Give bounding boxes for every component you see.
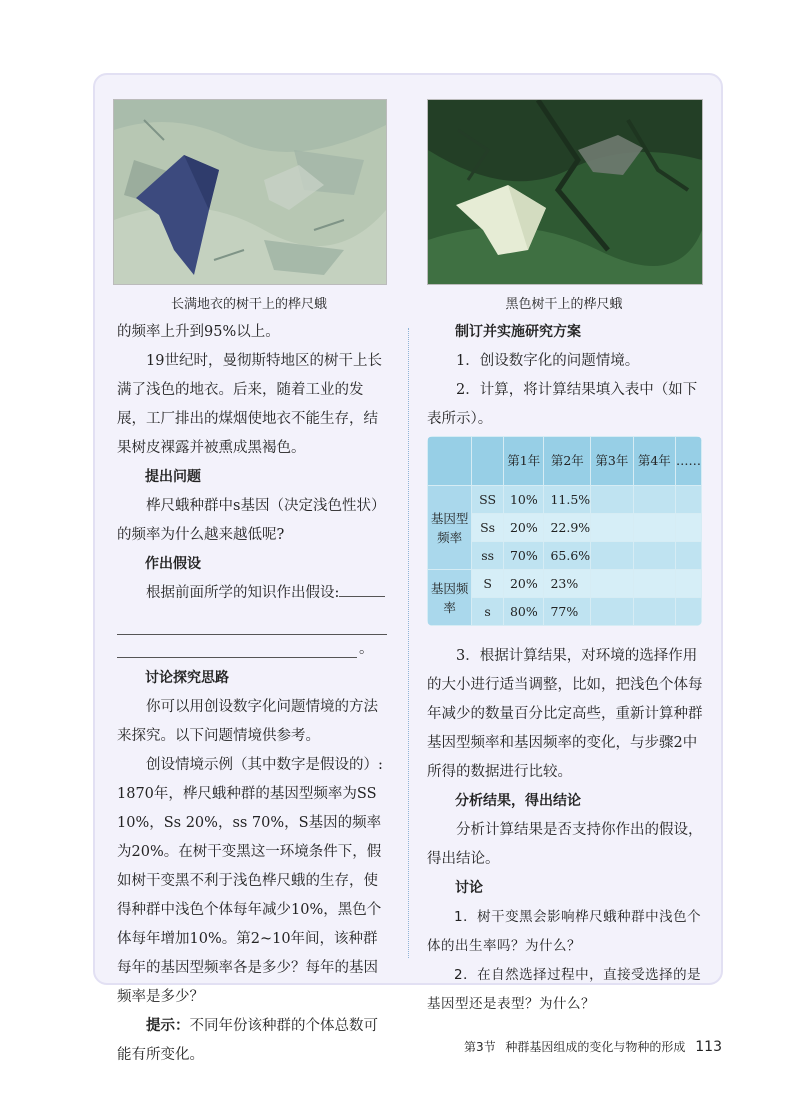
photo-lichen-trunk	[113, 99, 387, 285]
end-mark: 。	[359, 641, 374, 657]
empty-cell[interactable]	[591, 598, 633, 626]
cell-value: 80%	[503, 598, 543, 626]
photo-dark-trunk	[427, 99, 703, 285]
heading-question: 提出问题	[145, 469, 201, 485]
cell-value: 20%	[503, 514, 543, 542]
empty-cell[interactable]	[591, 514, 633, 542]
empty-cell[interactable]	[633, 542, 675, 570]
cell-value: 20%	[503, 570, 543, 598]
row-key: s	[472, 598, 504, 626]
tip-label: 提示：	[146, 1018, 190, 1034]
empty-cell[interactable]	[591, 570, 633, 598]
heading-plan: 制订并实施研究方案	[455, 324, 581, 340]
empty-cell[interactable]	[633, 486, 675, 514]
row-key: Ss	[472, 514, 504, 542]
empty-cell[interactable]	[676, 598, 702, 626]
right-column-top	[427, 318, 703, 434]
row-key: ss	[472, 542, 504, 570]
paragraph: 你可以用创设数字化问题情境的方法来探究。以下问题情境供参考。	[117, 699, 378, 744]
heading-approach: 讨论探究思路	[145, 670, 229, 686]
row-key: S	[472, 570, 504, 598]
hypothesis-line	[117, 579, 387, 608]
cell-value: 23%	[544, 570, 591, 598]
footer-title: 种群基因组成的变化与物种的形成	[505, 1040, 686, 1054]
column-header: 第2年	[544, 437, 591, 486]
heading-discuss: 讨论	[455, 880, 483, 896]
paragraph: 桦尺蛾种群中s基因（决定浅色性状）的频率为什么越来越低呢?	[117, 498, 386, 543]
discussion-question-1: 1．树干变黑会影响桦尺蛾种群中浅色个体的出生率吗？为什么？	[427, 909, 702, 954]
empty-cell[interactable]	[591, 542, 633, 570]
cell-value: 65.6%	[544, 542, 591, 570]
tip-paragraph	[117, 1012, 387, 1070]
paragraph: 分析计算结果是否支持你作出的假设，得出结论。	[427, 822, 703, 867]
heading-hypothesis: 作出假设	[145, 556, 201, 572]
cell-value: 77%	[544, 598, 591, 626]
column-header: ……	[676, 437, 702, 486]
answer-blank-line[interactable]	[117, 608, 387, 635]
left-photo-caption: 长满地衣的树干上的桦尺蛾	[170, 297, 327, 312]
right-photo-caption: 黑色树干上的桦尺蛾	[505, 297, 623, 312]
cell-value: 70%	[503, 542, 543, 570]
answer-blank[interactable]	[339, 582, 385, 597]
answer-blank-line[interactable]	[117, 635, 357, 658]
left-column	[117, 318, 387, 1070]
hypothesis-prompt: 根据前面所学的知识作出假设:	[146, 585, 340, 601]
footer-section: 第3节	[463, 1040, 496, 1054]
table-corner	[472, 437, 504, 486]
empty-cell[interactable]	[591, 486, 633, 514]
empty-cell[interactable]	[633, 570, 675, 598]
tip-text: 不同年份该种群的个体总数可能有所变化。	[117, 1018, 378, 1063]
column-header: 第4年	[633, 437, 675, 486]
empty-cell[interactable]	[676, 486, 702, 514]
hypothesis-end-line	[117, 635, 387, 664]
empty-cell[interactable]	[676, 542, 702, 570]
row-group-label: 基因频率	[428, 570, 472, 626]
empty-cell[interactable]	[633, 598, 675, 626]
cell-value: 22.9%	[544, 514, 591, 542]
paragraph: 的频率上升到95%以上。	[117, 324, 280, 340]
table-row	[428, 570, 702, 598]
page-footer	[464, 1038, 722, 1055]
discussion-question-2: 2．在自然选择过程中，直接受选择的是基因型还是表型？为什么？	[427, 967, 702, 1012]
table-row	[428, 486, 702, 514]
page-number: 113	[695, 1039, 722, 1055]
row-group-label: 基因型频率	[428, 486, 472, 570]
right-column-bottom	[427, 642, 703, 1019]
heading-analysis: 分析结果，得出结论	[455, 793, 581, 809]
table-corner	[428, 437, 472, 486]
column-divider	[408, 328, 409, 958]
empty-cell[interactable]	[633, 514, 675, 542]
empty-cell[interactable]	[676, 514, 702, 542]
frequency-table	[427, 436, 702, 626]
row-key: SS	[472, 486, 504, 514]
step-1: 1．创设数字化的问题情境。	[456, 353, 640, 369]
paragraph: 19世纪时，曼彻斯特地区的树干上长满了浅色的地衣。后来，随着工业的发展，工厂排出的煤烟使地衣不能生存，结果树皮裸露并被熏成黑褐色。	[117, 353, 382, 456]
paragraph-example: 创设情境示例（其中数字是假设的）: 1870年，桦尺蛾种群的基因型频率为SS 10%，Ss 20%，ss 70%，S基因的频率为20%。在树干变黑这一环境条件下，假如树干变黑不利于浅色桦尺蛾的生存，使得种群中浅色个体每年减少10%，黑色个体每年增加10%。第2~10年间，该种群每年的基因型频率各是多少？每年的基因频率是多少？	[117, 757, 383, 1005]
step-2: 2．计算，将计算结果填入表中（如下表所示）。	[427, 382, 698, 427]
column-header: 第3年	[591, 437, 633, 486]
step-3: 3．根据计算结果，对环境的选择作用的大小进行适当调整，比如，把浅色个体每年减少的数量百分比定高些，重新计算种群基因型频率和基因频率的变化，与步骤2中所得的数据进行比较。	[427, 648, 703, 780]
cell-value: 10%	[503, 486, 543, 514]
column-header: 第1年	[503, 437, 543, 486]
empty-cell[interactable]	[676, 570, 702, 598]
cell-value: 11.5%	[544, 486, 591, 514]
